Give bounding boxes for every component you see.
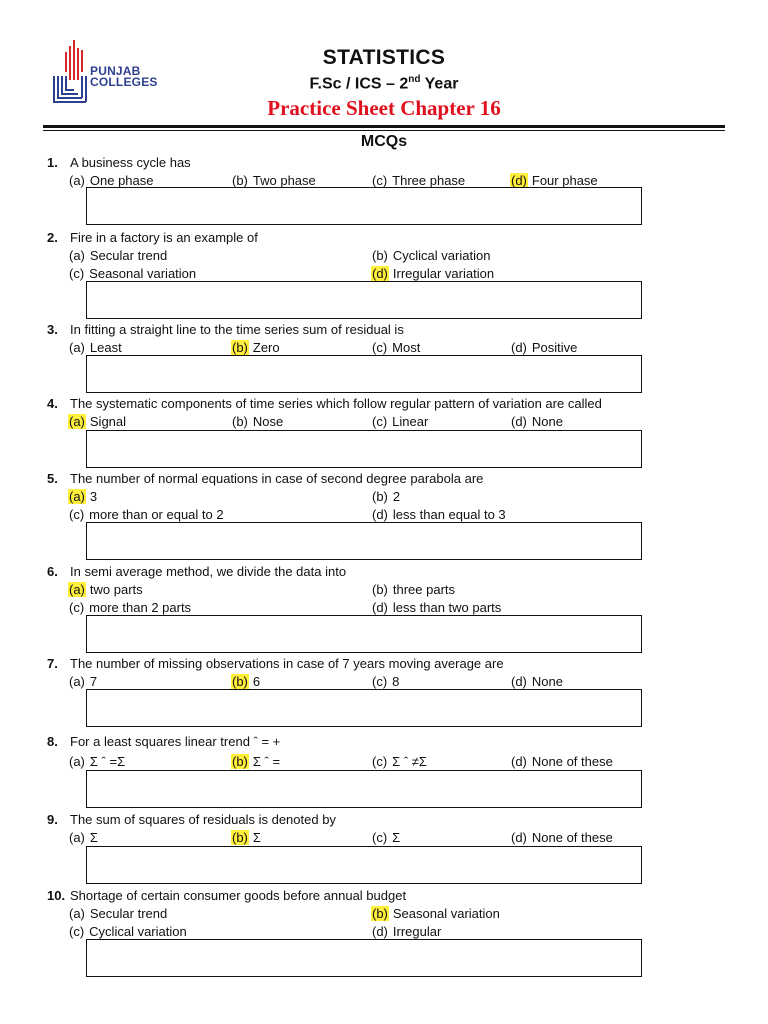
option-d — [510, 830, 613, 845]
answer-highlight-label: (d) — [372, 266, 388, 281]
option-text: Σ — [392, 830, 401, 845]
option-text: None of these — [531, 830, 613, 845]
answer-highlight-label: (b) — [232, 340, 248, 355]
option-text: less than equal to 3 — [392, 507, 506, 522]
option-label: (c) — [372, 754, 388, 769]
option-label: (c) — [69, 924, 85, 939]
option-d — [510, 340, 577, 355]
option-label: (b) — [372, 248, 388, 263]
option-label: (d) — [511, 340, 527, 355]
option-label: (c) — [69, 266, 85, 281]
answer-highlight-label: (a) — [69, 489, 85, 504]
class-sup: nd — [408, 74, 421, 85]
option-d — [510, 414, 563, 429]
option-text: 8 — [392, 674, 400, 689]
answer-highlight-label: (a) — [69, 582, 85, 597]
option-c — [371, 414, 428, 429]
answer-box[interactable] — [86, 846, 642, 884]
question-text: The systematic components of time series which follow regular pattern of variation are called — [70, 396, 602, 411]
option-c — [371, 340, 420, 355]
option-label: (a) — [69, 754, 85, 769]
option-label: (c) — [69, 507, 85, 522]
option-text: Secular trend — [89, 248, 168, 263]
option-label: (d) — [511, 830, 527, 845]
option-c — [371, 754, 427, 769]
option-text: Positive — [531, 340, 578, 355]
option-text: Signal — [89, 414, 127, 429]
option-text: more than 2 parts — [89, 600, 192, 615]
option-label: (d) — [372, 924, 388, 939]
sheet-title: Practice Sheet Chapter 16 — [267, 96, 501, 120]
answer-box[interactable] — [86, 187, 642, 225]
logo-text-line2: COLLEGES — [90, 75, 158, 89]
option-label: (a) — [69, 248, 85, 263]
answer-box[interactable] — [86, 939, 642, 977]
question-text: In fitting a straight line to the time series sum of residual is — [70, 322, 404, 337]
answer-box[interactable] — [86, 770, 642, 808]
question-number: 10. — [47, 888, 66, 903]
option-label: (a) — [69, 173, 85, 188]
option-label: (d) — [511, 674, 527, 689]
section-heading: MCQs — [360, 133, 408, 150]
option-c — [68, 600, 191, 615]
option-text: Σ — [252, 830, 261, 845]
question-number: 4. — [47, 396, 58, 411]
answer-box[interactable] — [86, 689, 642, 727]
option-text: None — [531, 674, 563, 689]
question-text: In semi average method, we divide the data into — [70, 564, 347, 579]
option-b — [231, 830, 261, 845]
answer-highlight-label: (d) — [511, 173, 527, 188]
question-text: Fire in a factory is an example of — [70, 230, 258, 245]
option-b — [231, 414, 283, 429]
option-text: Nose — [252, 414, 284, 429]
class-prefix: F.Sc / ICS – 2 — [309, 75, 409, 93]
option-d — [371, 924, 441, 939]
answer-highlight-label: (b) — [232, 830, 248, 845]
option-label: (a) — [69, 830, 85, 845]
option-d — [371, 266, 494, 281]
option-text: Zero — [252, 340, 280, 355]
class-line — [0, 74, 768, 93]
option-label: (b) — [232, 173, 248, 188]
option-text: Cyclical variation — [89, 924, 187, 939]
question-number: 1. — [47, 155, 58, 170]
answer-box[interactable] — [86, 355, 642, 393]
option-text: None — [531, 414, 563, 429]
question-text: The number of missing observations in case of 7 years moving average are — [70, 656, 504, 671]
option-a — [68, 340, 122, 355]
option-c — [371, 173, 465, 188]
answer-box[interactable] — [86, 430, 642, 468]
answer-highlight-label: (b) — [372, 906, 388, 921]
header-rule-thin — [43, 130, 725, 131]
option-label: (c) — [372, 414, 388, 429]
option-b — [371, 248, 490, 263]
option-text: Σ ˆ =Σ — [89, 754, 126, 769]
answer-box[interactable] — [86, 522, 642, 560]
option-a — [68, 906, 167, 921]
option-text: Seasonal variation — [392, 906, 500, 921]
option-text: One phase — [89, 173, 154, 188]
question-number: 2. — [47, 230, 58, 245]
option-a — [68, 248, 167, 263]
option-a — [68, 754, 125, 769]
option-text: Σ ˆ ≠Σ — [392, 754, 427, 769]
option-b — [371, 582, 455, 597]
option-label: (c) — [69, 600, 85, 615]
option-label: (d) — [511, 754, 527, 769]
option-label: (b) — [232, 414, 248, 429]
answer-highlight-label: (b) — [232, 754, 248, 769]
option-text: Least — [89, 340, 122, 355]
option-text: None of these — [531, 754, 613, 769]
answer-highlight-label: (b) — [232, 674, 248, 689]
option-a — [68, 674, 97, 689]
question-number: 7. — [47, 656, 58, 671]
option-b — [231, 754, 280, 769]
option-text: two parts — [89, 582, 143, 597]
option-text: Secular trend — [89, 906, 168, 921]
option-d — [510, 173, 598, 188]
option-text: 7 — [89, 674, 98, 689]
option-c — [371, 830, 400, 845]
logo-text-line1: PUNJAB — [90, 64, 141, 78]
option-text: 6 — [252, 674, 261, 689]
option-text: Σ — [89, 830, 98, 845]
option-label: (d) — [511, 414, 527, 429]
option-text: Σ ˆ = — [252, 754, 281, 769]
question-text: A business cycle has — [70, 155, 191, 170]
option-b — [231, 173, 316, 188]
option-text: Three phase — [392, 173, 466, 188]
option-d — [371, 507, 506, 522]
option-label: (d) — [372, 600, 388, 615]
option-label: (c) — [372, 674, 388, 689]
option-label: (d) — [372, 507, 388, 522]
option-d — [510, 674, 563, 689]
option-text: Four phase — [531, 173, 598, 188]
option-text: Seasonal variation — [89, 266, 197, 281]
option-b — [231, 674, 260, 689]
option-label: (b) — [372, 489, 388, 504]
option-d — [371, 600, 501, 615]
answer-box[interactable] — [86, 281, 642, 319]
option-text: Two phase — [252, 173, 316, 188]
option-b — [231, 340, 280, 355]
subject-title: STATISTICS — [322, 46, 446, 69]
option-text: 3 — [89, 489, 98, 504]
option-text: Most — [392, 340, 421, 355]
option-text: 2 — [392, 489, 401, 504]
option-label: (c) — [372, 340, 388, 355]
option-c — [68, 924, 187, 939]
header-rule-thick — [43, 125, 725, 128]
option-c — [371, 674, 399, 689]
option-label: (b) — [372, 582, 388, 597]
option-b — [371, 489, 400, 504]
question-text: The number of normal equations in case of second degree parabola are — [70, 471, 484, 486]
option-a — [68, 582, 143, 597]
question-number: 9. — [47, 812, 58, 827]
option-text: Linear — [392, 414, 429, 429]
option-a — [68, 489, 97, 504]
answer-box[interactable] — [86, 615, 642, 653]
option-b — [371, 906, 500, 921]
option-c — [68, 507, 224, 522]
option-text: Irregular variation — [392, 266, 495, 281]
class-suffix: Year — [420, 75, 459, 93]
option-label: (a) — [69, 674, 85, 689]
question-number: 8. — [47, 734, 58, 749]
option-a — [68, 414, 126, 429]
option-d — [510, 754, 613, 769]
option-c — [68, 266, 196, 281]
option-text: Irregular — [392, 924, 442, 939]
option-label: (a) — [69, 906, 85, 921]
option-label: (a) — [69, 340, 85, 355]
question-text: For a least squares linear trend ˆ = + — [70, 734, 281, 749]
option-label: (c) — [372, 830, 388, 845]
answer-highlight-label: (a) — [69, 414, 85, 429]
question-number: 6. — [47, 564, 58, 579]
question-number: 3. — [47, 322, 58, 337]
option-label: (c) — [372, 173, 388, 188]
option-a — [68, 173, 154, 188]
question-text: The sum of squares of residuals is denoted by — [70, 812, 336, 827]
question-number: 5. — [47, 471, 58, 486]
option-text: three parts — [392, 582, 456, 597]
option-text: less than two parts — [392, 600, 502, 615]
option-text: more than or equal to 2 — [89, 507, 224, 522]
option-text: Cyclical variation — [392, 248, 491, 263]
option-a — [68, 830, 98, 845]
question-text: Shortage of certain consumer goods before annual budget — [70, 888, 407, 903]
